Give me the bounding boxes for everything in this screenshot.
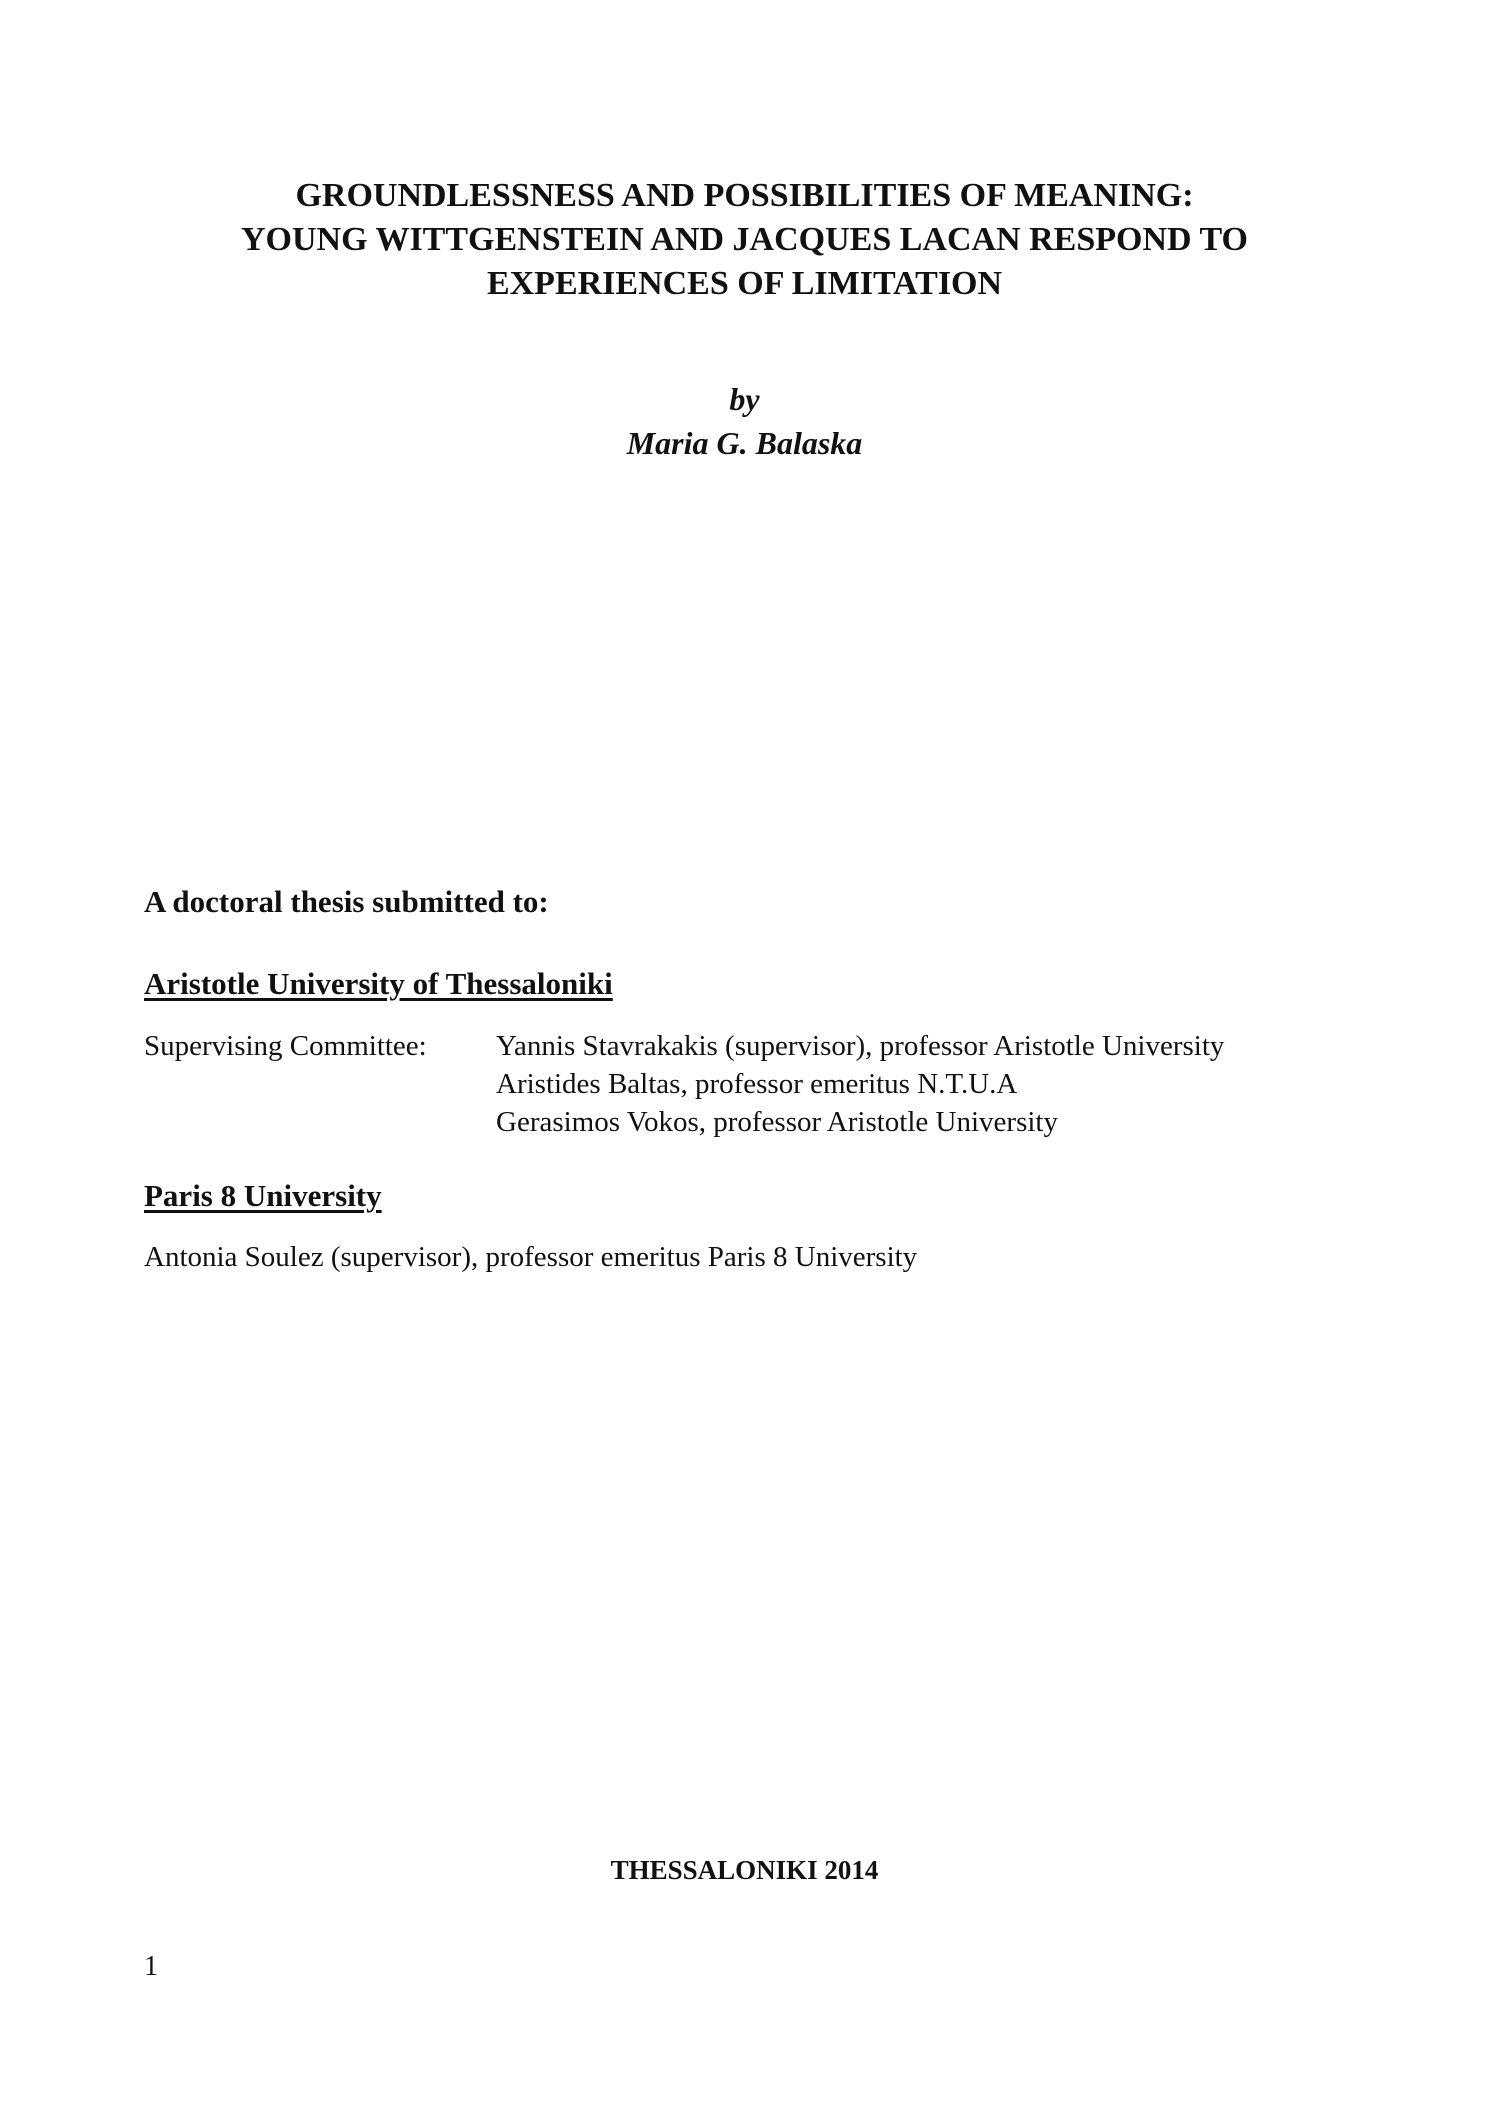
byline-by: by bbox=[729, 381, 760, 417]
title-line-2: YOUNG WITTGENSTEIN AND JACQUES LACAN RESPOND TO bbox=[241, 221, 1248, 258]
committee-member: Aristides Baltas, professor emeritus N.T.U.A bbox=[496, 1068, 1018, 1100]
byline bbox=[0, 377, 1489, 465]
university-heading-paris8: Paris 8 University bbox=[144, 1178, 382, 1213]
committee-label: Supervising Committee: bbox=[144, 1030, 427, 1062]
page-number: 1 bbox=[144, 1951, 158, 1982]
title-line-1: GROUNDLESSNESS AND POSSIBILITIES OF MEANING: bbox=[295, 177, 1194, 214]
thesis-title bbox=[0, 174, 1489, 306]
paris8-supervisor: Antonia Soulez (supervisor), professor emeritus Paris 8 University bbox=[144, 1241, 918, 1273]
title-line-3: EXPERIENCES OF LIMITATION bbox=[486, 265, 1003, 302]
committee-members bbox=[496, 1027, 1224, 1141]
committee-member: Yannis Stavrakakis (supervisor), professor Aristotle University bbox=[496, 1030, 1225, 1062]
university-heading-aristotle: Aristotle University of Thessaloniki bbox=[144, 966, 613, 1001]
author-name: Maria G. Balaska bbox=[626, 425, 863, 461]
committee-member: Gerasimos Vokos, professor Aristotle University bbox=[496, 1106, 1058, 1138]
submission-statement: A doctoral thesis submitted to: bbox=[144, 884, 549, 919]
place-and-year: THESSALONIKI 2014 bbox=[610, 1855, 879, 1885]
